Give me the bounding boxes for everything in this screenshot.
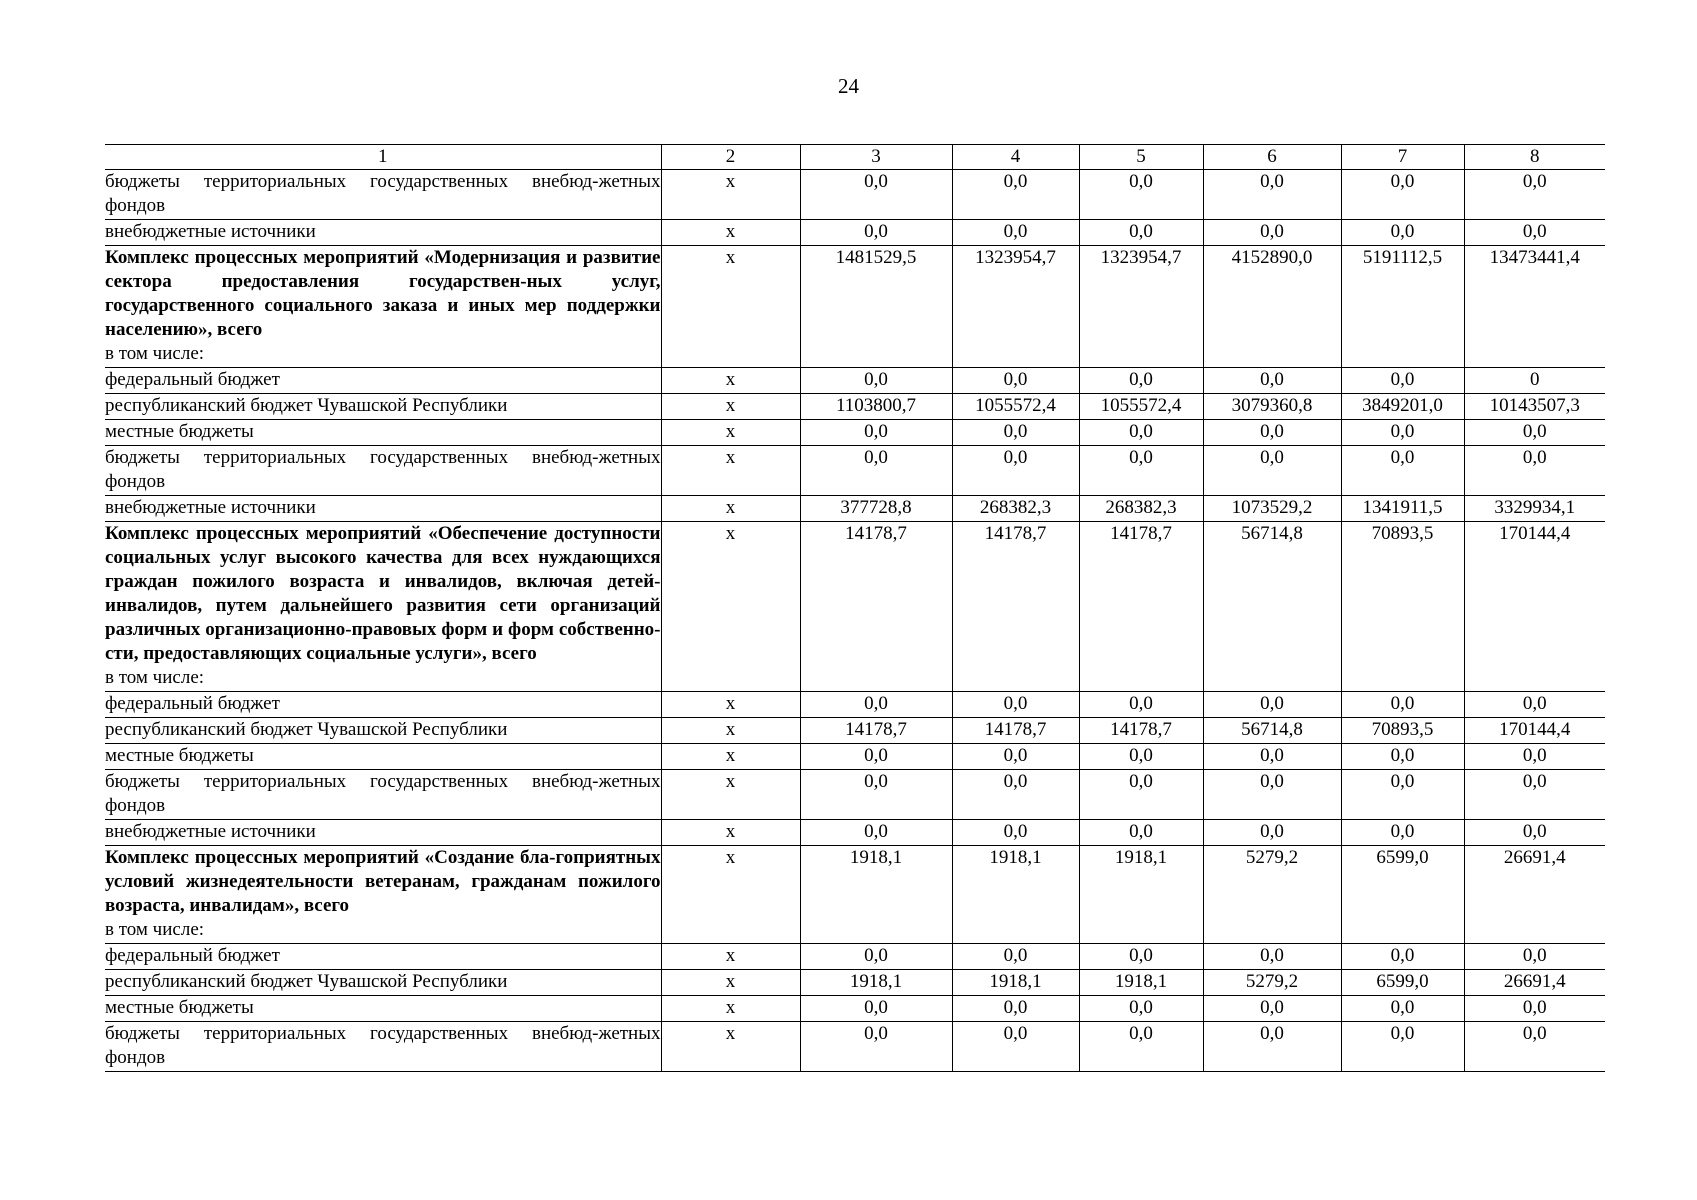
value-cell: 1918,1 [800, 846, 952, 944]
value-cell: 0,0 [1079, 368, 1203, 394]
value-cell: 56714,8 [1203, 522, 1341, 692]
column-header: 3 [800, 145, 952, 170]
value-cell: 14178,7 [800, 522, 952, 692]
row-label-text: бюджеты территориальных государственных внебюд-жетных фондов [105, 1023, 661, 1068]
row-marker: x [661, 692, 800, 718]
value-cell: 70893,5 [1341, 718, 1464, 744]
column-header: 6 [1203, 145, 1341, 170]
value-cell: 5279,2 [1203, 970, 1341, 996]
value-cell: 1055572,4 [952, 394, 1079, 420]
row-label-text: республиканский бюджет Чувашской Республики [105, 971, 508, 992]
value-cell: 0,0 [1464, 692, 1605, 718]
table-row [105, 246, 1605, 368]
value-cell: 0,0 [800, 996, 952, 1022]
value-cell: 0,0 [1203, 770, 1341, 820]
row-label-text: республиканский бюджет Чувашской Республики [105, 719, 508, 740]
row-label [105, 692, 661, 718]
value-cell: 0,0 [952, 1022, 1079, 1072]
value-cell: 0,0 [952, 744, 1079, 770]
value-cell: 0,0 [1079, 170, 1203, 220]
value-cell: 0,0 [800, 368, 952, 394]
value-cell: 14178,7 [952, 522, 1079, 692]
value-cell: 0,0 [952, 446, 1079, 496]
row-sublabel: в том числе: [105, 343, 205, 364]
value-cell: 0,0 [1341, 368, 1464, 394]
value-cell: 1323954,7 [1079, 246, 1203, 368]
value-cell: 0,0 [800, 420, 952, 446]
value-cell: 0,0 [1464, 820, 1605, 846]
row-label-text: внебюджетные источники [105, 497, 316, 518]
value-cell: 1918,1 [1079, 970, 1203, 996]
value-cell: 0,0 [952, 944, 1079, 970]
table-row [105, 820, 1605, 846]
value-cell: 0,0 [1203, 170, 1341, 220]
row-label-text: Комплекс процессных мероприятий «Создание бла-гоприятных условий жизнедеятельности ветеранам, гражданам пожилого возраста, инвалидам», всего [105, 847, 661, 916]
value-cell: 0,0 [952, 820, 1079, 846]
row-marker: x [661, 446, 800, 496]
row-label [105, 1022, 661, 1072]
value-cell: 0,0 [1203, 944, 1341, 970]
value-cell: 0,0 [1079, 770, 1203, 820]
table-row [105, 1022, 1605, 1072]
value-cell: 0,0 [952, 170, 1079, 220]
table-row [105, 368, 1605, 394]
row-marker: x [661, 496, 800, 522]
value-cell: 3079360,8 [1203, 394, 1341, 420]
budget-table [105, 144, 1605, 1072]
value-cell: 1918,1 [1079, 846, 1203, 944]
row-label-text: Комплекс процессных мероприятий «Обеспечение доступности социальных услуг высокого качества для всех нуждающихся граждан пожилого возраста и инвалидов, включая детей-инвалидов, путем дальнейшего развития сети организаций различных организационно-правовых форм и форм собственно-сти, предоставляющих социальные услуги», всего [105, 523, 661, 664]
column-header: 7 [1341, 145, 1464, 170]
value-cell: 0,0 [800, 220, 952, 246]
row-label-text: местные бюджеты [105, 997, 254, 1018]
row-marker: x [661, 846, 800, 944]
value-cell: 1918,1 [952, 970, 1079, 996]
table-row [105, 496, 1605, 522]
value-cell: 0,0 [800, 170, 952, 220]
value-cell: 70893,5 [1341, 522, 1464, 692]
value-cell: 14178,7 [1079, 718, 1203, 744]
row-marker: x [661, 522, 800, 692]
value-cell: 0,0 [1079, 446, 1203, 496]
table-row [105, 394, 1605, 420]
value-cell: 0,0 [1341, 944, 1464, 970]
row-label [105, 220, 661, 246]
row-label [105, 820, 661, 846]
value-cell: 0,0 [1203, 1022, 1341, 1072]
row-marker: x [661, 368, 800, 394]
value-cell: 1481529,5 [800, 246, 952, 368]
value-cell: 0,0 [1341, 996, 1464, 1022]
value-cell: 0,0 [1464, 944, 1605, 970]
value-cell: 1341911,5 [1341, 496, 1464, 522]
value-cell: 0,0 [1203, 446, 1341, 496]
value-cell: 0,0 [1341, 446, 1464, 496]
column-header: 2 [661, 145, 800, 170]
value-cell: 0,0 [800, 820, 952, 846]
value-cell: 0,0 [1341, 1022, 1464, 1072]
table-header [105, 145, 1605, 170]
value-cell: 0,0 [800, 770, 952, 820]
row-marker: x [661, 944, 800, 970]
value-cell: 0,0 [952, 770, 1079, 820]
value-cell: 0,0 [1341, 692, 1464, 718]
value-cell: 0,0 [1464, 220, 1605, 246]
value-cell: 0,0 [800, 744, 952, 770]
column-header: 4 [952, 145, 1079, 170]
value-cell: 0,0 [1341, 744, 1464, 770]
row-label [105, 496, 661, 522]
value-cell: 0,0 [1464, 420, 1605, 446]
table-row [105, 692, 1605, 718]
table-row [105, 846, 1605, 944]
value-cell: 0,0 [800, 446, 952, 496]
table-row [105, 770, 1605, 820]
value-cell: 377728,8 [800, 496, 952, 522]
value-cell: 1103800,7 [800, 394, 952, 420]
table-row [105, 220, 1605, 246]
value-cell: 1323954,7 [952, 246, 1079, 368]
value-cell: 14178,7 [1079, 522, 1203, 692]
value-cell: 3329934,1 [1464, 496, 1605, 522]
column-header: 8 [1464, 145, 1605, 170]
table-row [105, 996, 1605, 1022]
row-label [105, 718, 661, 744]
table-row [105, 170, 1605, 220]
table-row [105, 944, 1605, 970]
row-label [105, 970, 661, 996]
row-label [105, 394, 661, 420]
row-label-text: местные бюджеты [105, 745, 254, 766]
value-cell: 0,0 [952, 368, 1079, 394]
table-row [105, 718, 1605, 744]
row-marker: x [661, 170, 800, 220]
row-marker: x [661, 996, 800, 1022]
row-label-text: местные бюджеты [105, 421, 254, 442]
value-cell: 0,0 [952, 220, 1079, 246]
value-cell: 1918,1 [952, 846, 1079, 944]
value-cell: 0,0 [1464, 446, 1605, 496]
value-cell: 0,0 [800, 692, 952, 718]
value-cell: 0,0 [1464, 1022, 1605, 1072]
row-label [105, 770, 661, 820]
table-row [105, 522, 1605, 692]
row-label [105, 846, 661, 944]
row-marker: x [661, 744, 800, 770]
table-body [105, 170, 1605, 1072]
value-cell: 0,0 [1203, 692, 1341, 718]
table-row [105, 744, 1605, 770]
value-cell: 4152890,0 [1203, 246, 1341, 368]
value-cell: 0,0 [800, 1022, 952, 1072]
row-label [105, 522, 661, 692]
value-cell: 0,0 [952, 996, 1079, 1022]
row-label-text: Комплекс процессных мероприятий «Модернизация и развитие сектора предоставления государствен-ных услуг, государственного социального заказа и иных мер поддержки населению», всего [105, 247, 661, 340]
value-cell: 0,0 [1341, 820, 1464, 846]
value-cell: 0,0 [1341, 420, 1464, 446]
row-label-text: республиканский бюджет Чувашской Республики [105, 395, 508, 416]
row-label-text: внебюджетные источники [105, 821, 316, 842]
row-sublabel: в том числе: [105, 667, 205, 688]
value-cell: 0,0 [1203, 368, 1341, 394]
value-cell: 26691,4 [1464, 970, 1605, 996]
row-label [105, 246, 661, 368]
value-cell: 10143507,3 [1464, 394, 1605, 420]
value-cell: 0,0 [1203, 220, 1341, 246]
value-cell: 0,0 [1079, 220, 1203, 246]
column-header: 5 [1079, 145, 1203, 170]
row-label [105, 170, 661, 220]
row-label [105, 420, 661, 446]
value-cell: 0,0 [1079, 996, 1203, 1022]
value-cell: 0,0 [1341, 170, 1464, 220]
row-label-text: бюджеты территориальных государственных внебюд-жетных фондов [105, 447, 661, 492]
value-cell: 0,0 [1079, 1022, 1203, 1072]
value-cell: 0,0 [1203, 820, 1341, 846]
row-marker: x [661, 394, 800, 420]
value-cell: 1918,1 [800, 970, 952, 996]
value-cell: 26691,4 [1464, 846, 1605, 944]
value-cell: 0,0 [1079, 820, 1203, 846]
row-label [105, 944, 661, 970]
value-cell: 0,0 [1464, 744, 1605, 770]
value-cell: 6599,0 [1341, 970, 1464, 996]
value-cell: 6599,0 [1341, 846, 1464, 944]
row-label-text: бюджеты территориальных государственных внебюд-жетных фондов [105, 171, 661, 216]
row-label-text: внебюджетные источники [105, 221, 316, 242]
row-marker: x [661, 820, 800, 846]
row-sublabel: в том числе: [105, 919, 205, 940]
value-cell: 14178,7 [952, 718, 1079, 744]
row-marker: x [661, 770, 800, 820]
value-cell: 0,0 [1203, 420, 1341, 446]
row-label-text: федеральный бюджет [105, 369, 280, 390]
value-cell: 0,0 [1464, 170, 1605, 220]
row-label-text: федеральный бюджет [105, 693, 280, 714]
value-cell: 0,0 [1464, 996, 1605, 1022]
value-cell: 1073529,2 [1203, 496, 1341, 522]
value-cell: 0,0 [1079, 420, 1203, 446]
value-cell: 0,0 [1203, 996, 1341, 1022]
value-cell: 56714,8 [1203, 718, 1341, 744]
value-cell: 0,0 [1203, 744, 1341, 770]
row-marker: x [661, 420, 800, 446]
value-cell: 5191112,5 [1341, 246, 1464, 368]
value-cell: 1055572,4 [1079, 394, 1203, 420]
value-cell: 170144,4 [1464, 522, 1605, 692]
value-cell: 0,0 [952, 692, 1079, 718]
row-marker: x [661, 1022, 800, 1072]
row-label [105, 996, 661, 1022]
header-row [105, 145, 1605, 170]
row-label [105, 446, 661, 496]
page-number: 24 [838, 74, 859, 98]
value-cell: 5279,2 [1203, 846, 1341, 944]
value-cell: 13473441,4 [1464, 246, 1605, 368]
value-cell: 0,0 [1341, 220, 1464, 246]
value-cell: 0 [1464, 368, 1605, 394]
table-row [105, 970, 1605, 996]
table-row [105, 446, 1605, 496]
row-label [105, 744, 661, 770]
row-marker: x [661, 220, 800, 246]
value-cell: 170144,4 [1464, 718, 1605, 744]
value-cell: 0,0 [800, 944, 952, 970]
row-marker: x [661, 970, 800, 996]
value-cell: 0,0 [1341, 770, 1464, 820]
value-cell: 0,0 [1079, 692, 1203, 718]
row-label-text: федеральный бюджет [105, 945, 280, 966]
value-cell: 268382,3 [952, 496, 1079, 522]
value-cell: 0,0 [1464, 770, 1605, 820]
value-cell: 0,0 [952, 420, 1079, 446]
value-cell: 0,0 [1079, 944, 1203, 970]
row-marker: x [661, 246, 800, 368]
row-label [105, 368, 661, 394]
value-cell: 3849201,0 [1341, 394, 1464, 420]
row-label-text: бюджеты территориальных государственных внебюд-жетных фондов [105, 771, 661, 816]
value-cell: 0,0 [1079, 744, 1203, 770]
row-marker: x [661, 718, 800, 744]
value-cell: 268382,3 [1079, 496, 1203, 522]
table-row [105, 420, 1605, 446]
column-header: 1 [105, 145, 661, 170]
value-cell: 14178,7 [800, 718, 952, 744]
